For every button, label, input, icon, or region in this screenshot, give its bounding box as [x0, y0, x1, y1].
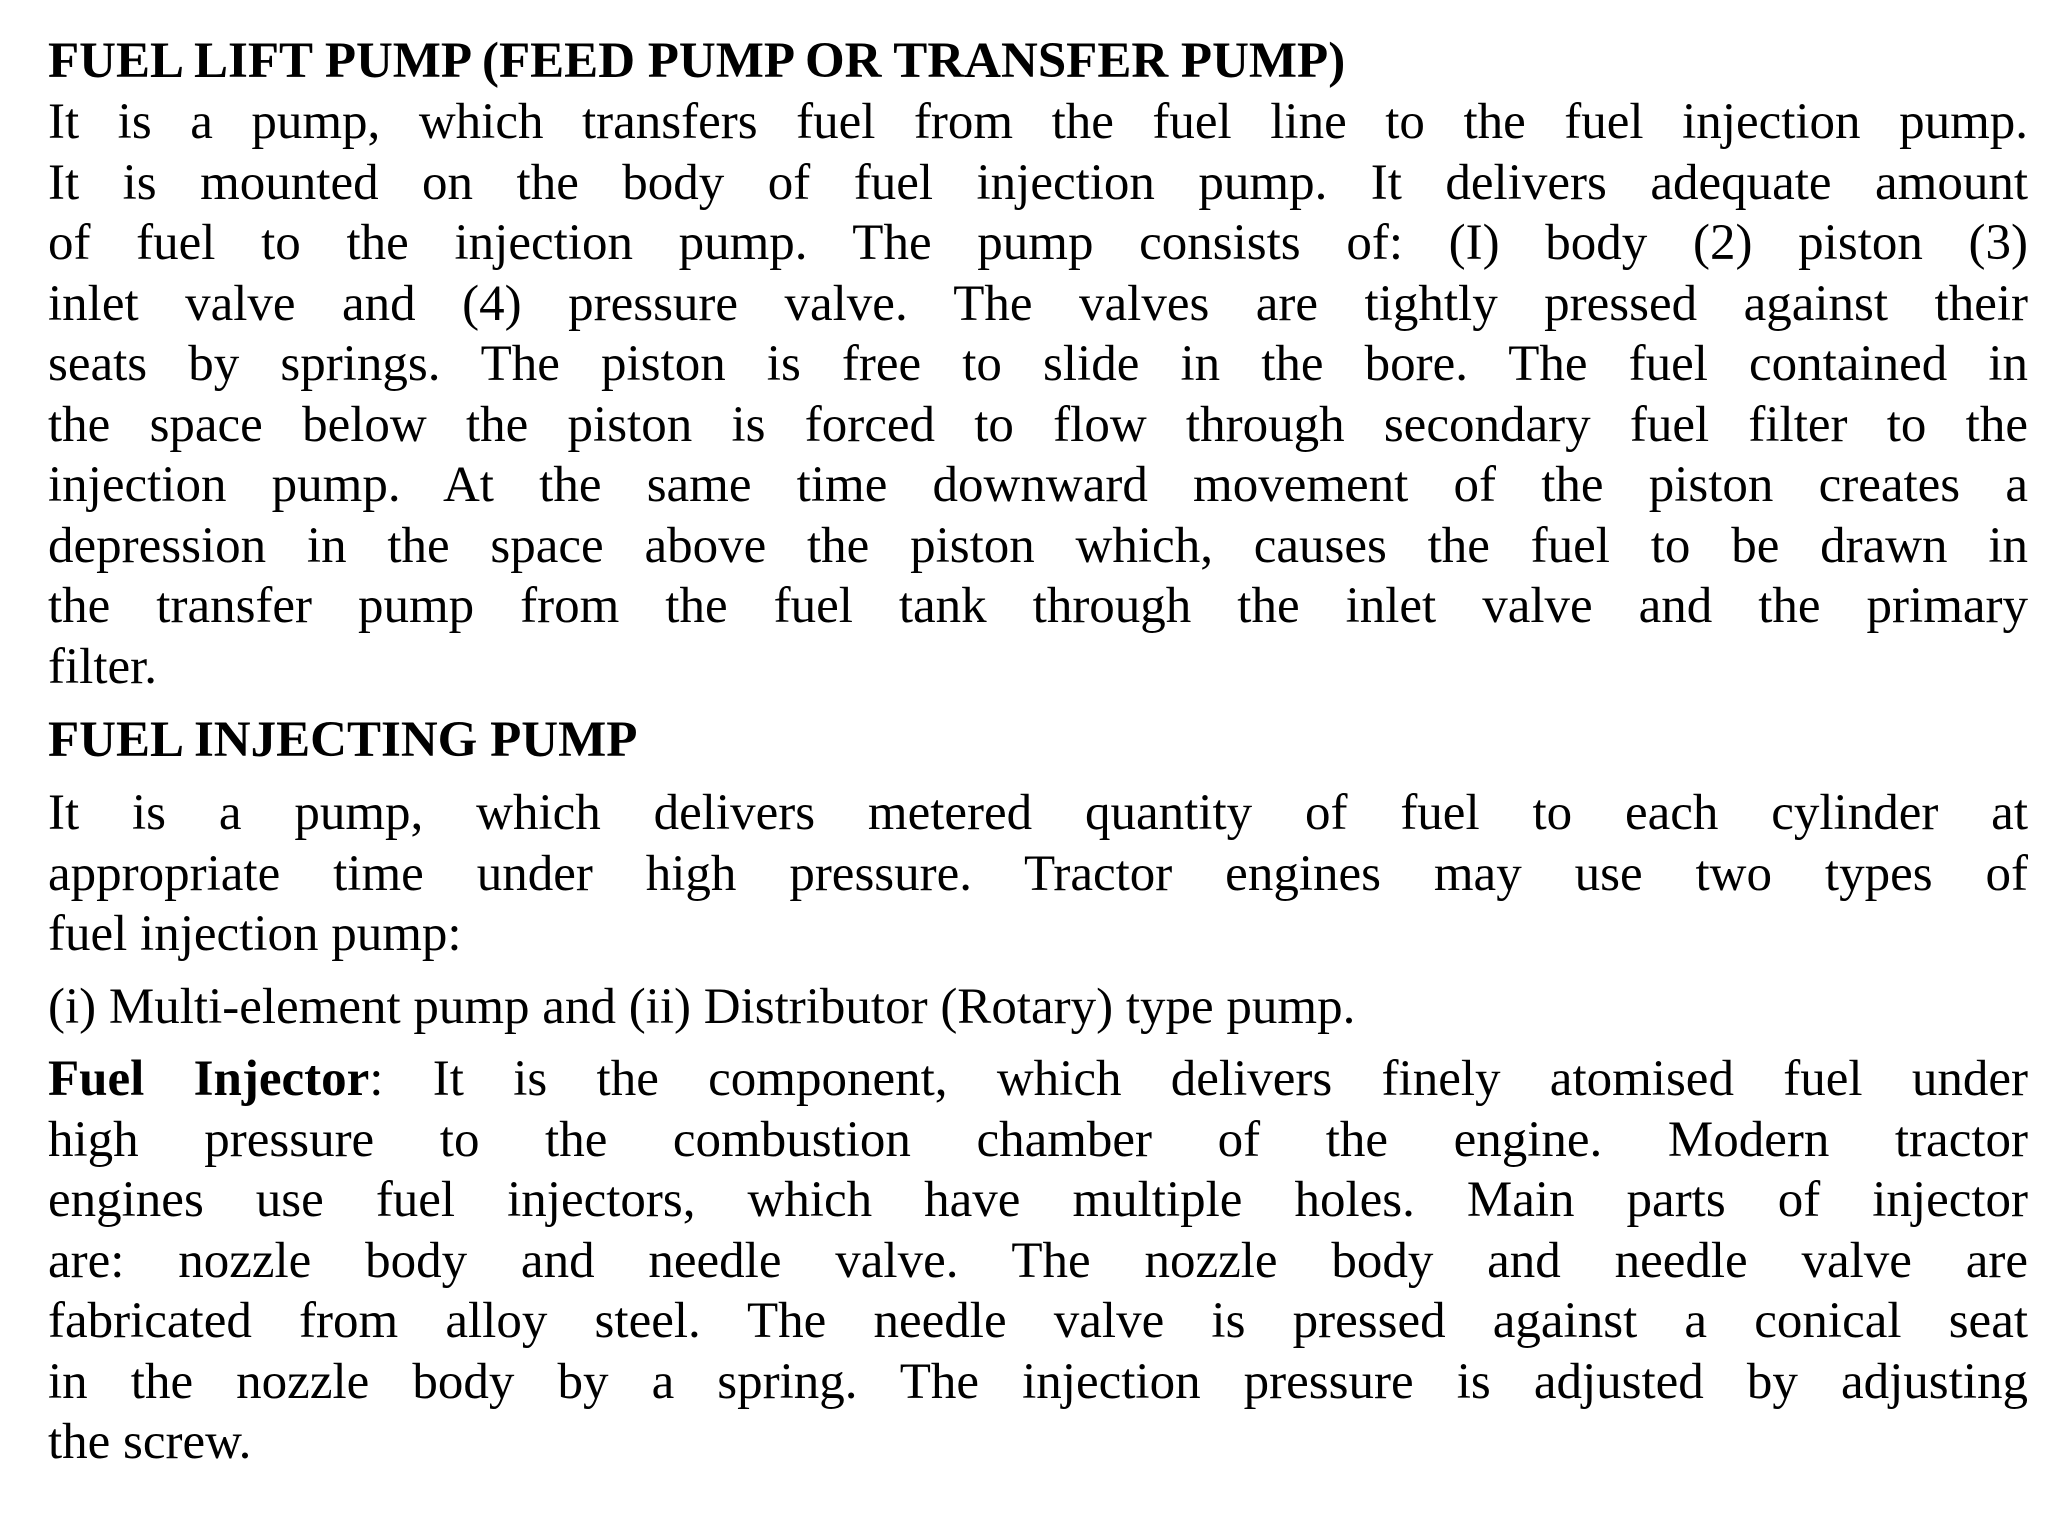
text-line: the transfer pump from the fuel tank through the inlet valve and the primary: [48, 578, 2028, 634]
text-line: (i) Multi-element pump and (ii) Distributor (Rotary) type pump.: [48, 978, 1356, 1035]
text-line: the screw.: [48, 1414, 252, 1470]
paragraph-fuel-lift-pump: [48, 92, 2028, 697]
term-fuel-injector: Fuel Injector: [48, 1051, 370, 1107]
text-line: of fuel to the injection pump. The pump consists of: (I) body (2) piston (3): [48, 215, 2028, 271]
text-line: [48, 1049, 2028, 1110]
text-line: It is a pump, which transfers fuel from the fuel line to the fuel injection pump.: [48, 94, 2028, 150]
document-page: [48, 30, 2028, 1473]
text-line: the space below the piston is forced to flow through secondary fuel filter to the: [48, 396, 2028, 453]
text-line: filter.: [48, 638, 158, 695]
paragraph-pump-types: [48, 977, 2028, 1038]
text-line: fuel injection pump:: [48, 906, 462, 962]
paragraph-fuel-injector: [48, 1049, 2028, 1473]
paragraph-fuel-injecting-pump: [48, 783, 2028, 965]
text-line: fabricated from alloy steel. The needle valve is pressed against a conical seat: [48, 1293, 2028, 1349]
text-line: inlet valve and (4) pressure valve. The valves are tightly pressed against their: [48, 275, 2028, 332]
text-fragment: : It is the component, which delivers finely atomised fuel under: [369, 1051, 2028, 1107]
heading-fuel-lift-pump: FUEL LIFT PUMP (FEED PUMP OR TRANSFER PUMP): [48, 33, 1346, 89]
text-line: in the nozzle body by a spring. The injection pressure is adjusted by adjusting: [48, 1353, 2028, 1410]
text-line: injection pump. At the same time downward movement of the piston creates a: [48, 457, 2028, 513]
text-line: are: nozzle body and needle valve. The nozzle body and needle valve are: [48, 1232, 2028, 1289]
text-line: depression in the space above the piston which, causes the fuel to be drawn in: [48, 517, 2028, 574]
text-line: high pressure to the combustion chamber of the engine. Modern tractor: [48, 1111, 2028, 1168]
text-line: appropriate time under high pressure. Tractor engines may use two types of: [48, 845, 2028, 902]
text-line: engines use fuel injectors, which have multiple holes. Main parts of injector: [48, 1172, 2028, 1228]
text-line: It is a pump, which delivers metered quantity of fuel to each cylinder at: [48, 785, 2028, 841]
text-line: seats by springs. The piston is free to slide in the bore. The fuel contained in: [48, 336, 2028, 392]
heading-fuel-injecting-pump: FUEL INJECTING PUMP: [48, 712, 638, 768]
text-line: It is mounted on the body of fuel injection pump. It delivers adequate amount: [48, 154, 2028, 211]
